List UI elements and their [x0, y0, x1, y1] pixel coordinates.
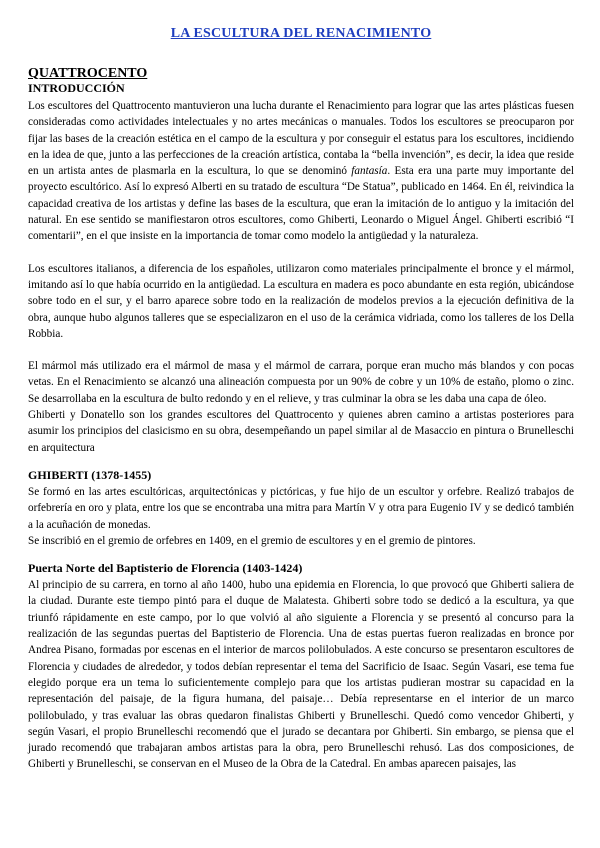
paragraph-spacer	[28, 245, 574, 261]
document-title: LA ESCULTURA DEL RENACIMIENTO	[170, 26, 432, 41]
ghiberti-paragraph-1: Se formó en las artes escultóricas, arquitectónicas y pictóricas, y fue hijo de un escultor y orfebre. Realizó trabajos de orfebrería en oro y plata, entre los que se encontraba una mitra para Martín V y otra para Eugenio IV y se dedicó también a la acuñación de monedas.	[28, 485, 574, 531]
intro-paragraph-3: El mármol más utilizado era el mármol de masa y el mármol de carrara, porque eran mucho más blandos y con pocas vetas. En el Renacimiento se alcanzó una alineación compuesta por un 90% de cobre y un 10% de estaño, plomo o zinc. Se desarrollaba en la escultura de bulto redondo y en el relieve, y tras culminar la obra se les daba una capa de óleo.	[28, 360, 574, 405]
intro-paragraph-4: Ghiberti y Donatello son los grandes escultores del Quattrocento y quienes abren camino a artistas posteriores para asumir los principios del clasicismo en su obra, desempeñando un papel similar al de Masaccio en pintura o Brunelleschi en arquitectura	[28, 409, 574, 454]
ghiberti-paragraph-2: Se inscribió en el gremio de orfebres en 1409, en el gremio de escultores y en el gremio de pintores.	[28, 534, 476, 547]
fantasia-term: fantasía	[351, 165, 388, 178]
intro-paragraph-1-part-a: Los escultores del Quattrocento mantuvieron una lucha durante el Renacimiento para lograr que las artes plásticas fuesen consideradas como actividades intelectuales y no artes mecánicas o manuales. Todos los escultores se preocuparon por fijar las bases de la creación estética en el campo de la escultura y por conseguir el estatus para los escultores, incidiendo en la idea de que, junto a las perfecciones de la creación artística, contaba la “bella invención”, es decir, la idea que reside en un artista antes de plasmarla en la escultura, lo que se denominó	[28, 100, 574, 178]
intro-paragraph-1	[28, 98, 574, 245]
subsection-heading-introduccion: INTRODUCCIÓN	[28, 81, 125, 95]
paragraph-spacer	[28, 342, 574, 358]
puerta-norte-paragraph-1: Al principio de su carrera, en torno al año 1400, hubo una epidemia en Florencia, lo que provocó que Ghiberti saliera de la ciudad. Durante este tiempo pintó para el duque de Malatesta. Ghiberti sobre todo se dedicó a la escultura, ya que triunfó rápidamente en este campo, por lo que volvió al año siguiente a Florencia y se presentó al concurso para la realización de las segundas puertas del Baptisterio de Florencia. Una de estas puertas fueron realizadas en bronce por Andrea Pisano, formadas por escenas en el interior de marcos polilobulados. A este concurso se presentaron escultores de Florencia y ciudades de alrededor, y todos debían representar el tema del Sacrificio de Isaac. Según Vasari, ese tema fue elegido porque era un tema lo suficientemente complejo para que los artistas pudieran mostrar su capacidad en la representación del paisaje, de la figura humana, del paisaje… Debía representarse en el interior de un marco polilobulado, y tras evaluar las obras quedaron finalistas Ghiberti y Brunelleschi. Quedó como vencedor Ghiberti, y según Vasari, el propio Brunelleschi recomendó que el jurado se decantara por Ghiberti. Sin embargo, se piensa que el jurado recomendó que trabajaran ambos artistas para la obra, pero Brunelleschi rehusó. Las dos composiciones, de Ghiberti y Brunelleschi, se conservan en el Museo de la Obra de la Catedral. En ambas aparecen paisajes, las	[28, 579, 574, 771]
intro-paragraph-1-part-b: . Esta era una parte muy importante del proyecto escultórico. Así lo expresó Alberti en su tratado de escultura “De Statua”, publicado en 1464. En él, reivindica la capacidad creativa de los artistas y define las bases de la escultura, que eran la imitación de lo antiguo y la imitación del natural. En ese sentido se manifiestaron otros escultores, como Ghiberti, Leonardo o Miguel Ángel. Ghiberti escribió “I comentarii”, en el que insiste en la importancia de tomar como modelo la antigüedad y la naturaleza.	[28, 165, 574, 243]
intro-paragraph-2: Los escultores italianos, a diferencia de los españoles, utilizaron como materiales principalmente el bronce y el mármol, imitando así lo que había ocurrido en la antigüedad. La escultura en madera es poco abundante en esta región, ubicándose sobre todo en el sur, y el barro aparece sobre todo en la realización de modelos previos a la ejecución definitiva de la obra, aunque hubo algunos talleres que se especializaron en el uso de la cerámica vidriada, como los talleres de los Della Robbia.	[28, 262, 574, 340]
section-heading-quattrocento: QUATTROCENTO	[28, 66, 148, 81]
section-spacer	[28, 549, 574, 560]
section-heading-puerta-norte: Puerta Norte del Baptisterio de Florencia (1403-1424)	[28, 561, 303, 576]
section-heading-ghiberti: GHIBERTI (1378-1455)	[28, 467, 152, 482]
section-spacer	[28, 456, 574, 467]
document-page	[28, 26, 574, 773]
